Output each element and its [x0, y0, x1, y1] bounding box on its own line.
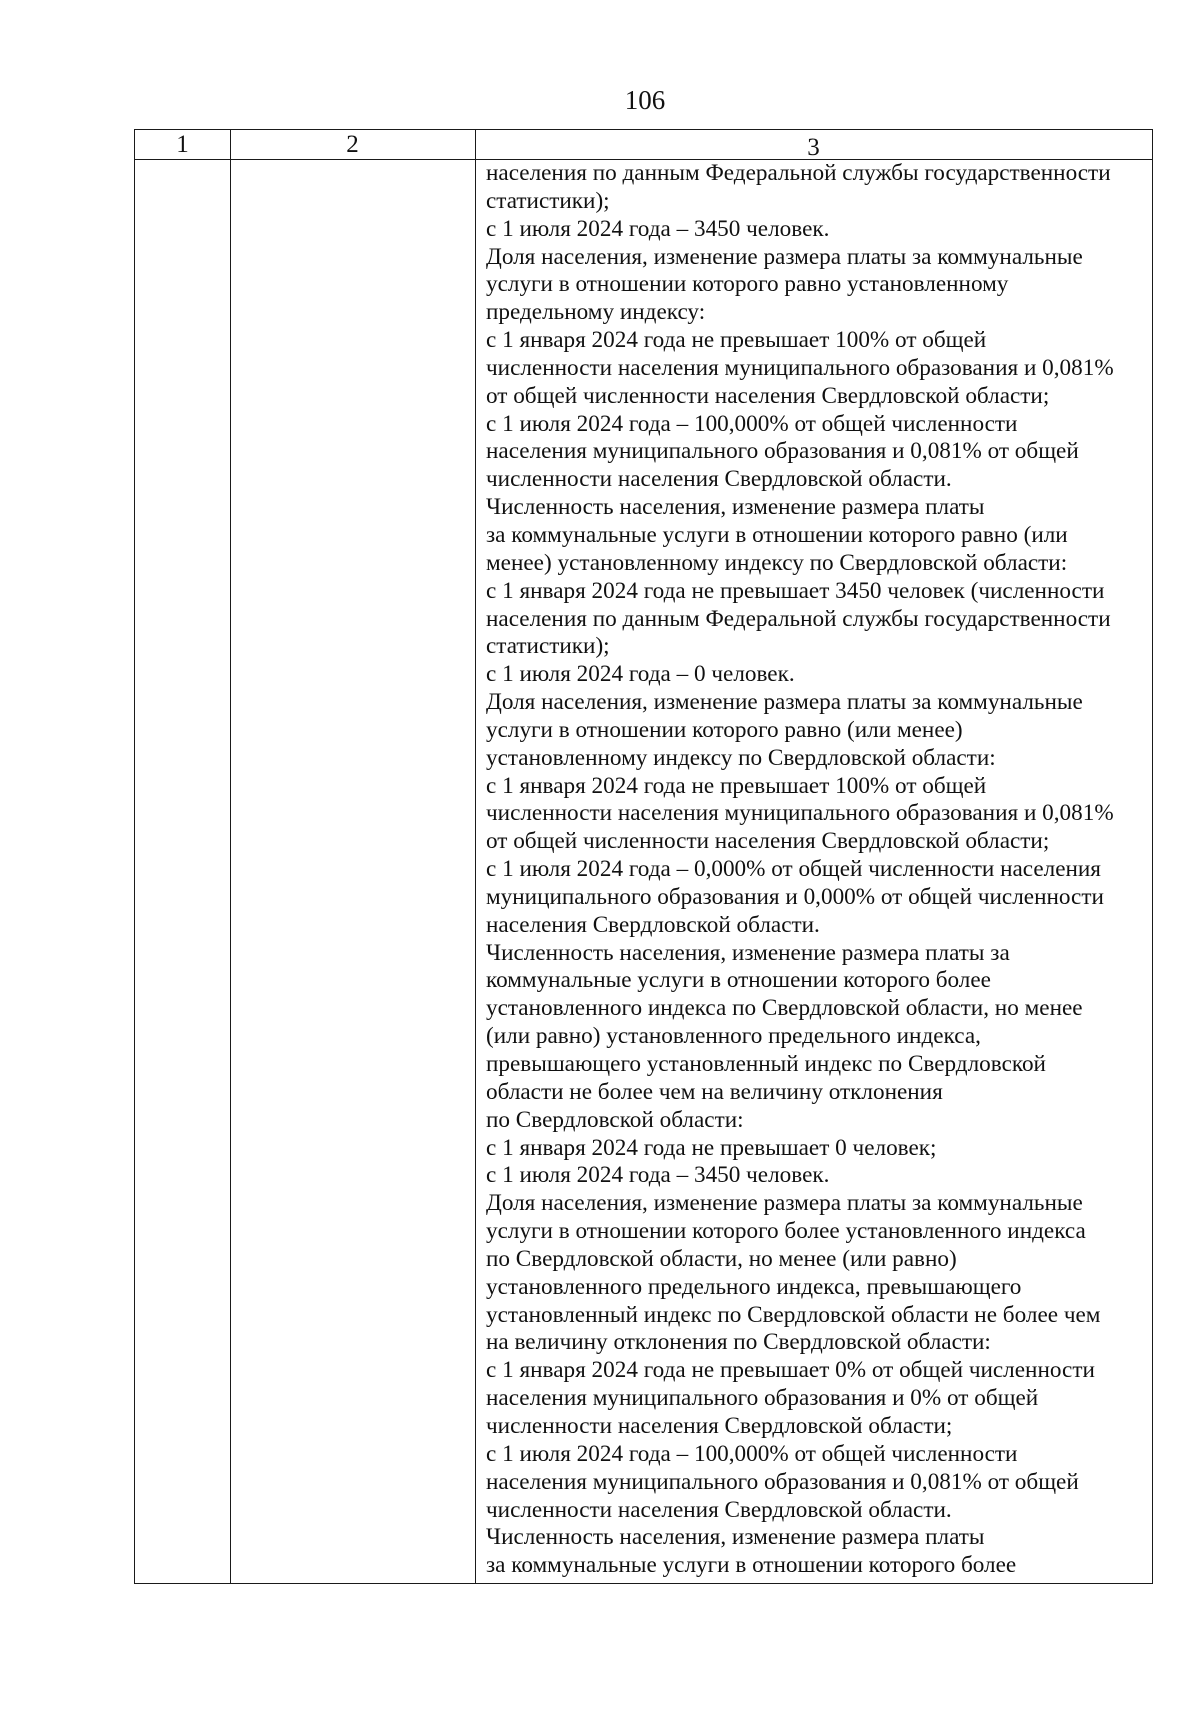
text-line: численности населения муниципального образования и 0,081% [486, 800, 1114, 827]
text-line: за коммунальные услуги в отношении которого равно (или [486, 521, 1068, 548]
text-line: менее) установленному индексу по Свердловской области: [486, 549, 1068, 576]
text-line: населения муниципального образования и 0% от общей [486, 1385, 1039, 1412]
text-line: муниципального образования и 0,000% от общей численности [486, 883, 1104, 910]
text-line: населения муниципального образования и 0,081% от общей [486, 438, 1079, 465]
text-line: установленный индекс по Свердловской области не более чем [486, 1301, 1101, 1328]
column-header-2: 2 [346, 131, 359, 158]
text-line: с 1 июля 2024 года – 100,000% от общей численности [486, 1440, 1018, 1467]
text-line: услуги в отношении которого более установленного индекса [486, 1218, 1086, 1245]
column-3-text [486, 160, 1151, 1580]
text-line: установленного предельного индекса, превышающего [486, 1273, 1022, 1300]
text-line: с 1 января 2024 года не превышает 3450 человек (численности [486, 577, 1105, 604]
text-line: Численность населения, изменение размера платы за [486, 939, 1010, 966]
text-line: численности населения Свердловской области; [486, 1412, 953, 1439]
text-line: населения по данным Федеральной службы государственности [486, 605, 1111, 632]
text-line: превышающего установленный индекс по Свердловской [486, 1051, 1046, 1077]
text-line: численности населения Свердловской области. [486, 466, 952, 493]
text-line: от общей численности населения Свердловской области; [486, 382, 1050, 409]
text-line: с 1 июля 2024 года – 3450 человек. [486, 1162, 830, 1189]
text-line: населения муниципального образования и 0,081% от общей [486, 1468, 1079, 1495]
text-line: с 1 июля 2024 года – 100,000% от общей численности [486, 410, 1018, 437]
text-line: Доля населения, изменение размера платы за коммунальные [486, 689, 1083, 716]
text-line: услуги в отношении которого равно (или менее) [486, 716, 963, 743]
text-line: от общей численности населения Свердловской области; [486, 828, 1050, 855]
page-number: 106 [624, 85, 666, 115]
column-header-3: 3 [807, 134, 820, 161]
text-line: установленному индексу по Свердловской области: [486, 744, 996, 771]
text-line: Доля населения, изменение размера платы за коммунальные [486, 243, 1083, 270]
text-line: предельному индексу: [486, 299, 706, 326]
text-line: Доля населения, изменение размера платы за коммунальные [486, 1190, 1083, 1217]
text-line: по Свердловской области, но менее (или равно) [486, 1245, 957, 1272]
document-table [134, 129, 1153, 1584]
text-line: на величину отклонения по Свердловской области: [486, 1329, 991, 1356]
text-line: населения Свердловской области. [486, 911, 820, 938]
text-line: с 1 января 2024 года не превышает 100% от общей [486, 772, 987, 799]
column-divider [230, 130, 231, 1583]
text-line: с 1 июля 2024 года – 0,000% от общей численности населения [486, 856, 1101, 883]
text-line: статистики); [486, 187, 610, 214]
text-line: (или равно) установленного предельного индекса, [486, 1023, 981, 1050]
text-line: с 1 июля 2024 года – 3450 человек. [486, 215, 830, 242]
text-line: статистики); [486, 633, 610, 660]
text-line: с 1 июля 2024 года – 0 человек. [486, 661, 795, 688]
column-divider [475, 130, 476, 1583]
text-line: с 1 января 2024 года не превышает 100% от общей [486, 327, 987, 354]
text-line: численности населения Свердловской области. [486, 1496, 952, 1523]
text-line: по Свердловской области: [486, 1106, 744, 1133]
column-header-1: 1 [176, 131, 189, 158]
text-line: области не более чем на величину отклонения [486, 1078, 943, 1105]
text-line: Численность населения, изменение размера платы [486, 1524, 985, 1551]
text-line: коммунальные услуги в отношении которого более [486, 967, 991, 994]
text-line: услуги в отношении которого равно установленному [486, 271, 1009, 298]
text-line: с 1 января 2024 года не превышает 0 человек; [486, 1134, 937, 1161]
text-line: численности населения муниципального образования и 0,081% [486, 354, 1114, 381]
text-line: Численность населения, изменение размера платы [486, 494, 985, 521]
text-line: установленного индекса по Свердловской области, но менее [486, 995, 1083, 1022]
text-line: населения по данным Федеральной службы государственности [486, 160, 1111, 186]
text-line: с 1 января 2024 года не превышает 0% от общей численности [486, 1357, 1095, 1384]
text-line: за коммунальные услуги в отношении которого более [486, 1552, 1017, 1579]
